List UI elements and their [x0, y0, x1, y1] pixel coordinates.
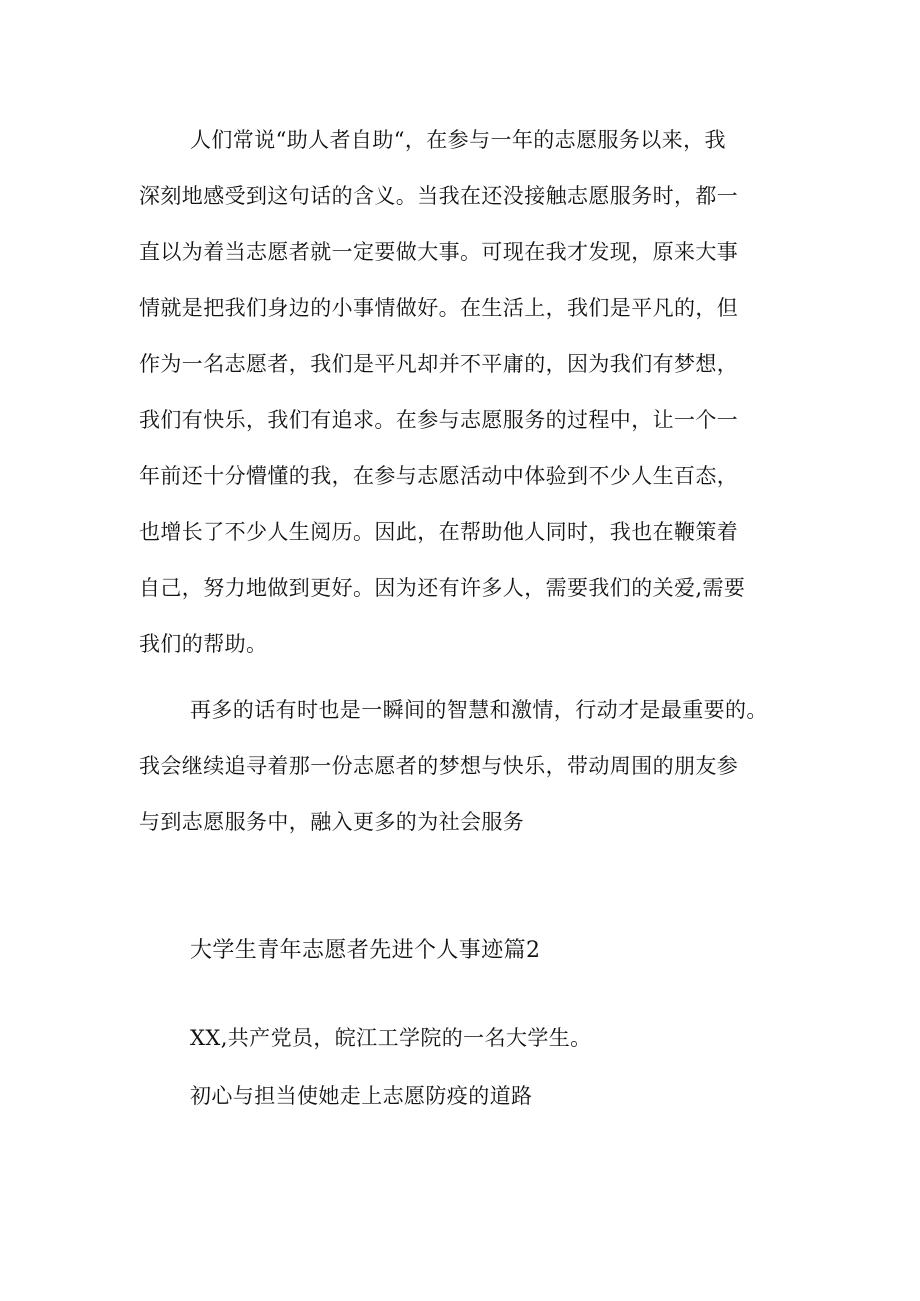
- paragraph-1-line-6: 我们有快乐，我们有追求。在参与志愿服务的过程中，让一个一: [139, 408, 739, 432]
- paragraph-1-line-10: 我们的帮助。: [139, 632, 268, 656]
- paragraph-2-line-3: 与到志愿服务中，融入更多的为社会服务: [139, 810, 525, 834]
- subheading: 初心与担当使她走上志愿防疫的道路: [190, 1084, 533, 1108]
- section-title: 大学生青年志愿者先进个人事迹篇2: [190, 938, 541, 963]
- paragraph-2-line-2: 我会继续追寻着那一份志愿者的梦想与快乐，带动周围的朋友参: [139, 754, 739, 778]
- paragraph-2-line-1: 再多的话有时也是一瞬间的智慧和激情，行动才是最重要的。: [190, 698, 768, 722]
- paragraph-1-line-9: 自己，努力地做到更好。因为还有许多人，需要我们的关爱,需要: [139, 576, 746, 600]
- paragraph-1-line-4: 情就是把我们身边的小事情做好。在生活上，我们是平凡的，但: [139, 296, 739, 320]
- intro-line: XX,共产党员，皖江工学院的一名大学生。: [190, 1026, 592, 1050]
- paragraph-1-line-8: 也增长了不少人生阅历。因此，在帮助他人同时，我也在鞭策着: [139, 520, 739, 544]
- paragraph-1-line-7: 年前还十分懵懂的我，在参与志愿活动中体验到不少人生百态，: [139, 464, 739, 488]
- paragraph-1-line-3: 直以为着当志愿者就一定要做大事。可现在我才发现，原来大事: [139, 240, 739, 264]
- paragraph-1-line-5: 作为一名志愿者，我们是平凡却并不平庸的，因为我们有梦想，: [139, 352, 739, 376]
- paragraph-1-line-2: 深刻地感受到这句话的含义。当我在还没接触志愿服务时，都一: [139, 184, 739, 208]
- paragraph-1-line-1: 人们常说“助人者自助“，在参与一年的志愿服务以来，我: [190, 128, 726, 152]
